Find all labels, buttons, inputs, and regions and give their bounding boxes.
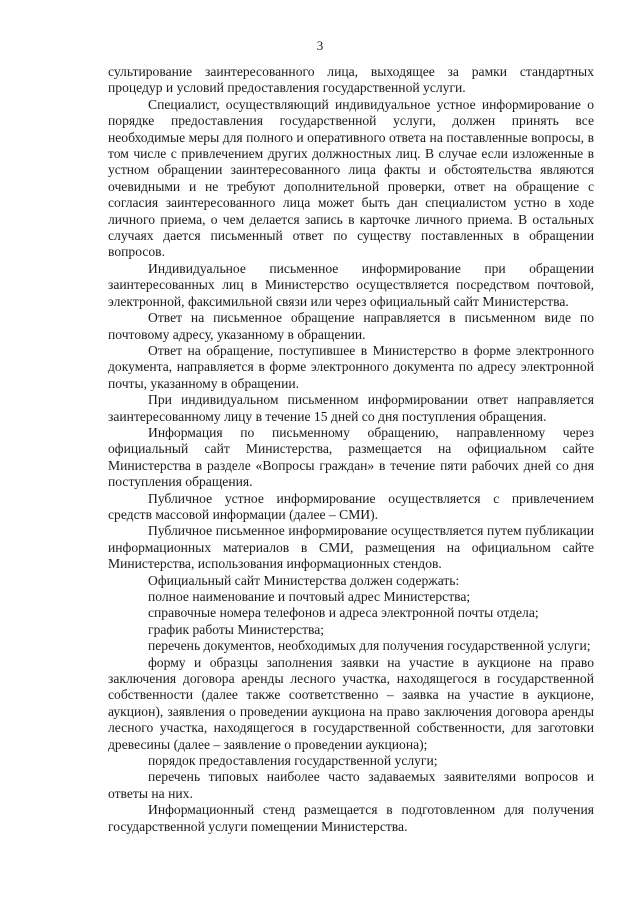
list-item-forms-samples: форму и образцы заполнения заявки на участие в аукционе на право заключения договора аренды лесного участка, находящегося в государственной собственности (далее также соответственно – заявка на участие в аукционе, аукцион), заявления о проведении аукциона на право заключения договора аренды лесного участка, находящегося в государственной собственности, для заготовки древесины (далее – заявление о проведении аукциона); xyxy=(108,654,594,752)
paragraph-continuation: сультирование заинтересованного лица, выходящее за рамки стандартных процедур и условий предоставления государственной услуги. xyxy=(108,64,594,96)
paragraph-website-contents: Официальный сайт Министерства должен содержать: xyxy=(148,572,460,588)
document-body xyxy=(108,64,594,835)
paragraph-reply-deadline: При индивидуальном письменном информировании ответ направляется заинтересованному лицу в течение 15 дней со дня поступления обращения. xyxy=(108,392,594,424)
paragraph-written-reply: Ответ на письменное обращение направляется в письменном виде по почтовому адресу, указанному в обращении. xyxy=(108,310,594,342)
list-item-faq: перечень типовых наиболее часто задаваемых заявителями вопросов и ответы на них. xyxy=(108,769,594,801)
list-item-documents: перечень документов, необходимых для получения государственной услуги; xyxy=(148,638,591,654)
paragraph-specialist-oral-info: Специалист, осуществляющий индивидуальное устное информирование о порядке предоставления государственной услуги, должен принять все необходимые меры для полного и оперативного ответа на поставленные вопросы, в том числе с привлечением других должностных лиц. В случае если изложенные в устном обращении заинтересованного лица факты и обстоятельства являются очевидными и не требуют дополнительной проверки, ответ на обращение с согласия заинтересованного лица может быть дан специалистом устно в ходе личного приема, о чем делается запись в карточке личного приема. В остальных случаях дается письменный ответ по существу поставленных в обращении вопросов. xyxy=(108,96,594,260)
page-number: 3 xyxy=(316,38,324,53)
paragraph-public-written-info: Публичное письменное информирование осуществляется путем публикации информационных материалов в СМИ, размещения на официальном сайте Министерства, использования информационных стендов. xyxy=(108,523,594,572)
list-item-procedure: порядок предоставления государственной услуги; xyxy=(148,753,438,769)
list-item-phones-emails: справочные номера телефонов и адреса электронной почты отдела; xyxy=(148,605,539,621)
paragraph-public-oral-info: Публичное устное информирование осуществляется с привлечением средств массовой информации (далее – СМИ). xyxy=(108,490,594,522)
paragraph-website-questions: Информация по письменному обращению, направленному через официальный сайт Министерства, размещается на официальном сайте Министерства в разделе «Вопросы граждан» в течение пяти рабочих дней со дня поступления обращения. xyxy=(108,424,594,490)
paragraph-info-stand: Информационный стенд размещается в подготовленном для получения государственной услуги помещении Министерства. xyxy=(108,802,594,834)
paragraph-individual-written-info: Индивидуальное письменное информирование при обращении заинтересованных лиц в Министерство осуществляется посредством почтовой, электронной, факсимильной связи или через официальный сайт Министерства. xyxy=(108,260,594,309)
paragraph-electronic-reply: Ответ на обращение, поступившее в Министерство в форме электронного документа, направляется в форме электронного документа по адресу электронной почты, указанному в обращении. xyxy=(108,342,594,391)
list-item-schedule: график работы Министерства; xyxy=(148,621,325,637)
list-item-name-address: полное наименование и почтовый адрес Министерства; xyxy=(148,589,471,604)
